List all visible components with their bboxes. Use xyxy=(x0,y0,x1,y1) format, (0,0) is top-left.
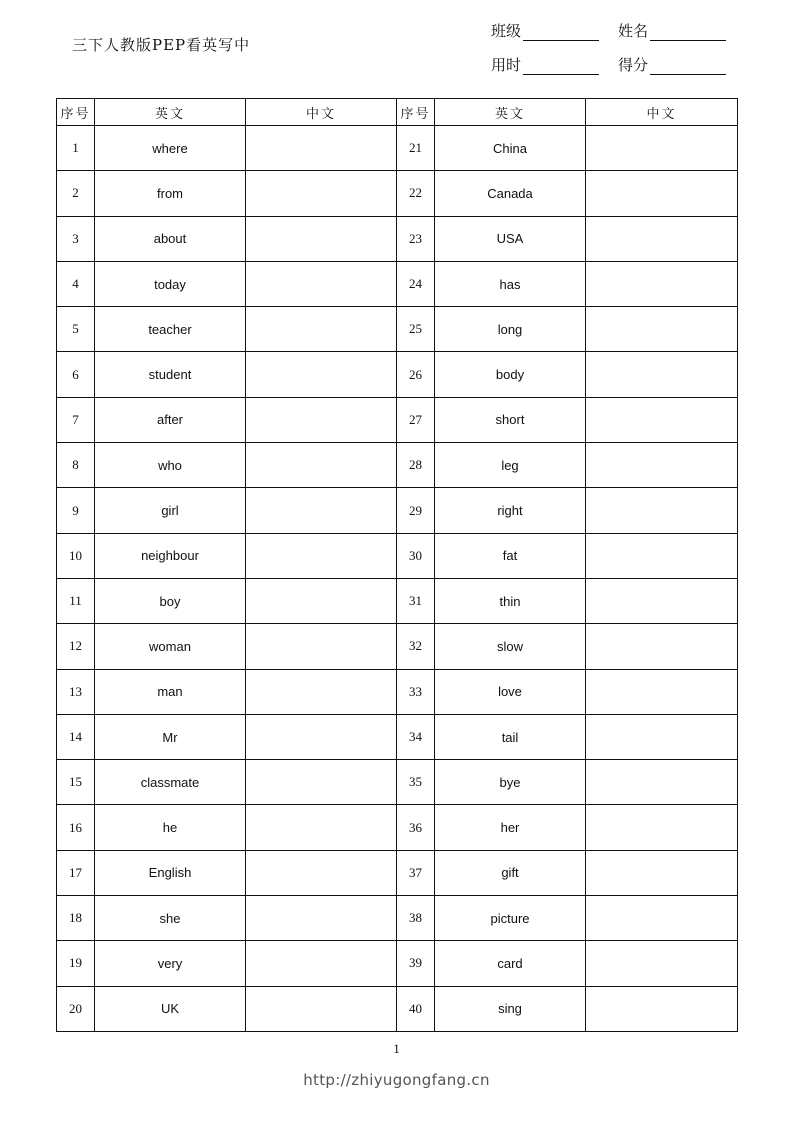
chinese-answer-cell[interactable] xyxy=(246,216,397,261)
word-number: 25 xyxy=(397,307,435,352)
word-number: 12 xyxy=(57,624,95,669)
chinese-answer-cell[interactable] xyxy=(586,443,738,488)
english-word: UK xyxy=(95,986,246,1031)
english-word: fat xyxy=(435,533,586,578)
word-number: 4 xyxy=(57,261,95,306)
column-header-number: 序号 xyxy=(57,99,95,126)
english-word: man xyxy=(95,669,246,714)
chinese-answer-cell[interactable] xyxy=(246,126,397,171)
english-word: boy xyxy=(95,578,246,623)
word-number: 9 xyxy=(57,488,95,533)
english-word: today xyxy=(95,261,246,306)
chinese-answer-cell[interactable] xyxy=(246,760,397,805)
table-row xyxy=(57,533,738,578)
english-word: picture xyxy=(435,896,586,941)
english-word: body xyxy=(435,352,586,397)
word-number: 37 xyxy=(397,850,435,895)
english-word: USA xyxy=(435,216,586,261)
time-blank[interactable] xyxy=(523,60,599,75)
table-row xyxy=(57,714,738,759)
word-number: 38 xyxy=(397,896,435,941)
english-word: after xyxy=(95,397,246,442)
word-number: 33 xyxy=(397,669,435,714)
word-number: 10 xyxy=(57,533,95,578)
word-number: 30 xyxy=(397,533,435,578)
table-row xyxy=(57,760,738,805)
table-row xyxy=(57,488,738,533)
name-field xyxy=(618,20,726,41)
english-word: student xyxy=(95,352,246,397)
chinese-answer-cell[interactable] xyxy=(246,986,397,1031)
english-word: he xyxy=(95,805,246,850)
chinese-answer-cell[interactable] xyxy=(586,488,738,533)
chinese-answer-cell[interactable] xyxy=(586,126,738,171)
table-row xyxy=(57,126,738,171)
word-number: 22 xyxy=(397,171,435,216)
chinese-answer-cell[interactable] xyxy=(246,941,397,986)
english-word: her xyxy=(435,805,586,850)
word-number: 16 xyxy=(57,805,95,850)
chinese-answer-cell[interactable] xyxy=(246,805,397,850)
table-row xyxy=(57,261,738,306)
word-number: 2 xyxy=(57,171,95,216)
english-word: about xyxy=(95,216,246,261)
table-row xyxy=(57,216,738,261)
word-number: 13 xyxy=(57,669,95,714)
vocabulary-table xyxy=(56,98,738,1032)
english-word: from xyxy=(95,171,246,216)
chinese-answer-cell[interactable] xyxy=(246,533,397,578)
chinese-answer-cell[interactable] xyxy=(246,352,397,397)
table-row xyxy=(57,805,738,850)
chinese-answer-cell[interactable] xyxy=(586,896,738,941)
english-word: Mr xyxy=(95,714,246,759)
english-word: has xyxy=(435,261,586,306)
chinese-answer-cell[interactable] xyxy=(586,669,738,714)
english-word: leg xyxy=(435,443,586,488)
chinese-answer-cell[interactable] xyxy=(586,986,738,1031)
word-number: 20 xyxy=(57,986,95,1031)
word-number: 40 xyxy=(397,986,435,1031)
english-word: gift xyxy=(435,850,586,895)
column-header-english: 英文 xyxy=(95,99,246,126)
table-row xyxy=(57,307,738,352)
word-number: 1 xyxy=(57,126,95,171)
chinese-answer-cell[interactable] xyxy=(586,850,738,895)
word-number: 24 xyxy=(397,261,435,306)
chinese-answer-cell[interactable] xyxy=(586,941,738,986)
word-number: 28 xyxy=(397,443,435,488)
table-row xyxy=(57,443,738,488)
chinese-answer-cell[interactable] xyxy=(246,443,397,488)
english-word: bye xyxy=(435,760,586,805)
english-word: long xyxy=(435,307,586,352)
class-blank[interactable] xyxy=(523,26,599,41)
table-row xyxy=(57,578,738,623)
chinese-answer-cell[interactable] xyxy=(586,397,738,442)
table-row xyxy=(57,624,738,669)
word-number: 5 xyxy=(57,307,95,352)
english-word: girl xyxy=(95,488,246,533)
chinese-answer-cell[interactable] xyxy=(246,307,397,352)
table-row xyxy=(57,850,738,895)
english-word: sing xyxy=(435,986,586,1031)
chinese-answer-cell[interactable] xyxy=(586,261,738,306)
table-row xyxy=(57,171,738,216)
chinese-answer-cell[interactable] xyxy=(586,216,738,261)
english-word: Canada xyxy=(435,171,586,216)
chinese-answer-cell[interactable] xyxy=(586,760,738,805)
class-label: 班级 xyxy=(491,22,522,40)
chinese-answer-cell[interactable] xyxy=(586,714,738,759)
english-word: she xyxy=(95,896,246,941)
name-label: 姓名 xyxy=(618,22,649,40)
column-header-number: 序号 xyxy=(397,99,435,126)
table-row xyxy=(57,397,738,442)
word-number: 6 xyxy=(57,352,95,397)
english-word: neighbour xyxy=(95,533,246,578)
word-number: 35 xyxy=(397,760,435,805)
score-label: 得分 xyxy=(618,56,649,74)
chinese-answer-cell[interactable] xyxy=(246,669,397,714)
word-number: 11 xyxy=(57,578,95,623)
column-header-english: 英文 xyxy=(435,99,586,126)
english-word: woman xyxy=(95,624,246,669)
word-number: 27 xyxy=(397,397,435,442)
word-number: 29 xyxy=(397,488,435,533)
english-word: classmate xyxy=(95,760,246,805)
table-row xyxy=(57,941,738,986)
name-blank[interactable] xyxy=(650,26,726,41)
word-number: 15 xyxy=(57,760,95,805)
chinese-answer-cell[interactable] xyxy=(586,352,738,397)
table-header-row xyxy=(57,99,738,126)
table-row xyxy=(57,896,738,941)
english-word: love xyxy=(435,669,586,714)
word-number: 8 xyxy=(57,443,95,488)
english-word: China xyxy=(435,126,586,171)
worksheet-title: 三下人教版PEP看英写中 xyxy=(72,36,251,54)
word-number: 26 xyxy=(397,352,435,397)
chinese-answer-cell[interactable] xyxy=(246,850,397,895)
english-word: very xyxy=(95,941,246,986)
word-number: 39 xyxy=(397,941,435,986)
score-blank[interactable] xyxy=(650,60,726,75)
time-field xyxy=(491,54,599,75)
table-row xyxy=(57,669,738,714)
english-word: right xyxy=(435,488,586,533)
word-number: 32 xyxy=(397,624,435,669)
chinese-answer-cell[interactable] xyxy=(246,261,397,306)
english-word: who xyxy=(95,443,246,488)
english-word: slow xyxy=(435,624,586,669)
chinese-answer-cell[interactable] xyxy=(246,714,397,759)
table-row xyxy=(57,352,738,397)
chinese-answer-cell[interactable] xyxy=(246,896,397,941)
chinese-answer-cell[interactable] xyxy=(246,578,397,623)
word-number: 18 xyxy=(57,896,95,941)
word-number: 23 xyxy=(397,216,435,261)
english-word: where xyxy=(95,126,246,171)
word-number: 31 xyxy=(397,578,435,623)
word-number: 17 xyxy=(57,850,95,895)
chinese-answer-cell[interactable] xyxy=(246,397,397,442)
chinese-answer-cell[interactable] xyxy=(586,624,738,669)
word-number: 14 xyxy=(57,714,95,759)
english-word: short xyxy=(435,397,586,442)
chinese-answer-cell[interactable] xyxy=(586,578,738,623)
english-word: card xyxy=(435,941,586,986)
word-number: 7 xyxy=(57,397,95,442)
chinese-answer-cell[interactable] xyxy=(586,307,738,352)
chinese-answer-cell[interactable] xyxy=(246,171,397,216)
chinese-answer-cell[interactable] xyxy=(586,171,738,216)
score-field xyxy=(618,54,726,75)
chinese-answer-cell[interactable] xyxy=(246,624,397,669)
chinese-answer-cell[interactable] xyxy=(246,488,397,533)
chinese-answer-cell[interactable] xyxy=(586,805,738,850)
class-field xyxy=(491,20,599,41)
chinese-answer-cell[interactable] xyxy=(586,533,738,578)
column-header-chinese: 中文 xyxy=(586,99,738,126)
english-word: tail xyxy=(435,714,586,759)
word-number: 3 xyxy=(57,216,95,261)
word-number: 21 xyxy=(397,126,435,171)
word-number: 34 xyxy=(397,714,435,759)
footer-url: http://zhiyugongfang.cn xyxy=(303,1071,490,1089)
english-word: thin xyxy=(435,578,586,623)
table-row xyxy=(57,986,738,1031)
time-label: 用时 xyxy=(491,56,522,74)
word-number: 19 xyxy=(57,941,95,986)
word-number: 36 xyxy=(397,805,435,850)
page-number: 1 xyxy=(393,1041,400,1056)
column-header-chinese: 中文 xyxy=(246,99,397,126)
english-word: English xyxy=(95,850,246,895)
english-word: teacher xyxy=(95,307,246,352)
